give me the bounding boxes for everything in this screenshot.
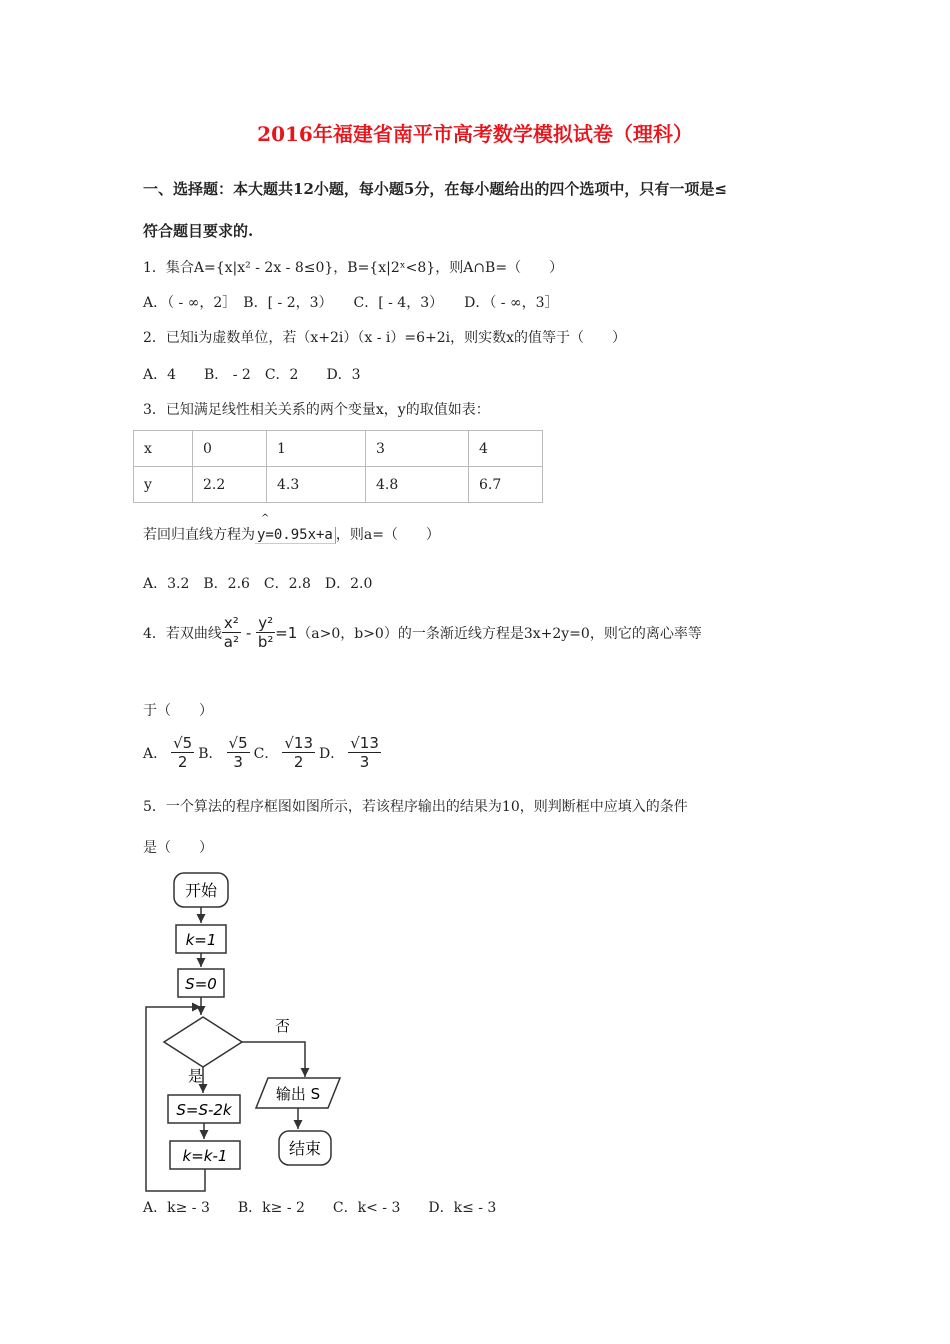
table-cell: x [134,431,193,467]
fraction-denominator: a² [223,633,239,651]
flowchart [140,865,350,1195]
regression-suffix: ，则a=（ ） [335,527,440,543]
regression-prefix: 若回归直线方程为 [143,527,255,543]
question-2-stem: 2．已知i为虚数单位，若（x+2i）（x - i）=6+2i，则实数x的值等于（ ） [143,330,627,346]
flow-arrow-no [242,1042,305,1077]
flow-start-label: 开始 [184,881,218,900]
question-4-options [143,734,381,771]
fraction-denominator: 3 [233,753,243,771]
table-cell: 4 [469,431,543,467]
question-4-line2: 于（ ） [143,703,213,719]
table-cell: 1 [267,431,366,467]
option-fraction [171,734,194,771]
question-5-options: A．k≥ - 3 B．k≥ - 2 C．k< - 3 D．k≤ - 3 [143,1200,497,1216]
section-heading-cont: 符合题目要求的. [143,222,254,240]
section-heading: 一、选择题：本大题共12小题，每小题5分，在每小题给出的四个选项中，只有一项是≤ [143,180,727,198]
fraction-numerator: √13 [350,734,379,752]
question-5-stem: 5．一个算法的程序框图如图所示，若该程序输出的结果为10，则判断框中应填入的条件 [143,799,688,815]
table-cell: 4.8 [366,467,469,503]
page-title: 2016年福建省南平市高考数学模拟试卷（理科） [257,122,693,146]
table-cell: 3 [366,431,469,467]
option-label: D． [319,745,345,762]
flow-k-init-label: k=1 [185,931,217,949]
option-fraction [282,734,315,771]
flow-yes-label: 是 [188,1067,204,1085]
flow-decision-diamond [164,1017,242,1067]
table-row [134,467,543,503]
question-1-options: A．（ - ∞，2］ B．[ - 2，3） C．[ - 4，3） D．（ - ∞，3］ [143,295,559,311]
question-4-prefix: 4．若双曲线 [143,625,222,642]
hyperbola-term-y [256,614,275,651]
question-4-suffix: （a>0，b>0）的一条渐近线方程是3x+2y=0，则它的离心率等 [297,625,702,642]
option-fraction [348,734,381,771]
regression-formula-text: y=0.95x+a [257,527,333,543]
flow-s-update-label: S=S-2k [176,1101,232,1119]
question-1-stem: 1．集合A={x|x² - 2x - 8≤0}，B={x|2ˣ<8}，则A∩B=（ ） [143,260,564,276]
option-label: C． [253,745,279,762]
fraction-denominator: 2 [293,753,304,771]
table-cell: 0 [193,431,267,467]
question-3-regression [143,513,440,544]
table-cell: 2.2 [193,467,267,503]
fraction-numerator: √5 [173,734,193,752]
table-cell: y [134,467,193,503]
fraction-denominator: 3 [359,753,370,771]
question-3-options: A．3.2 B．2.6 C．2.8 D．2.0 [143,576,373,592]
flow-k-update-label: k=k-1 [182,1147,228,1165]
xy-value-table [133,430,543,503]
fraction-numerator: y² [258,614,274,632]
question-3-stem: 3．已知满足线性相关关系的两个变量x，y的取值如表： [143,402,490,418]
table-cell: 4.3 [267,467,366,503]
fraction-denominator: b² [257,633,274,651]
flow-s-init-label: S=0 [185,975,217,993]
flow-no-label: 否 [275,1017,291,1035]
fraction-numerator: x² [223,614,239,632]
table-cell: 6.7 [469,467,543,503]
option-fraction [227,734,250,771]
regression-hat: ^ [261,513,270,524]
fraction-denominator: 2 [177,753,188,771]
question-4-stem [143,614,702,651]
minus-sign: - [245,623,252,642]
question-5-stem-cont: 是（ ） [143,840,213,856]
regression-formula [255,513,336,544]
option-label: A． [143,745,168,762]
fraction-numerator: √13 [284,734,314,752]
table-row [134,431,543,467]
question-2-options: A．4 B． - 2 C．2 D．3 [143,367,361,383]
option-label: B． [198,745,223,762]
flow-output-label: 输出 S [275,1085,321,1103]
equals-one: =1 [275,623,298,642]
fraction-numerator: √5 [228,734,248,752]
hyperbola-term-x [222,614,241,651]
flow-end-label: 结束 [288,1139,322,1158]
